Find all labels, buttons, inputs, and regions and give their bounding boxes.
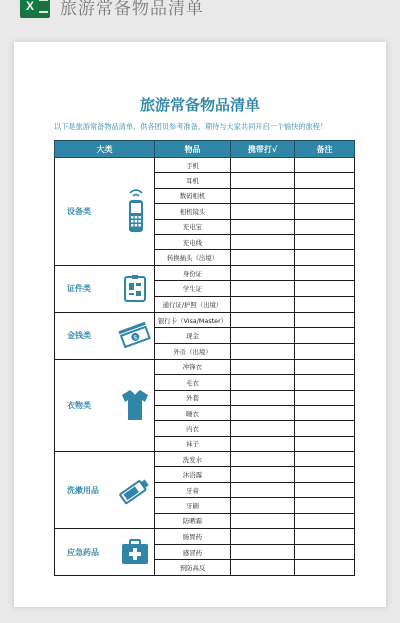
check-cell[interactable] [231, 452, 295, 467]
sheet-paper [14, 42, 386, 607]
note-cell[interactable] [295, 560, 355, 576]
note-cell[interactable] [295, 544, 355, 560]
note-cell[interactable] [295, 297, 355, 313]
check-cell[interactable] [231, 359, 295, 374]
note-cell[interactable] [295, 312, 355, 328]
note-cell[interactable] [295, 173, 355, 188]
check-cell[interactable] [231, 467, 295, 482]
note-cell[interactable] [295, 204, 355, 219]
packing-table [54, 140, 355, 576]
note-cell[interactable] [295, 219, 355, 234]
item-cell[interactable]: 毛衣 [155, 375, 231, 390]
check-cell[interactable] [231, 281, 295, 297]
note-cell[interactable] [295, 281, 355, 297]
item-cell[interactable]: 现金 [155, 328, 231, 344]
note-cell[interactable] [295, 390, 355, 405]
category-label: 金钱类 [67, 331, 91, 341]
id-card-icon [117, 266, 153, 312]
title-bar [0, 0, 400, 20]
category-cell[interactable] [55, 529, 155, 576]
category-cell[interactable] [55, 452, 155, 529]
note-cell[interactable] [295, 344, 355, 360]
check-cell[interactable] [231, 328, 295, 344]
table-row [55, 158, 355, 173]
note-cell[interactable] [295, 513, 355, 528]
check-cell[interactable] [231, 529, 295, 545]
check-cell[interactable] [231, 375, 295, 390]
document-name: 旅游常备物品清单 [60, 0, 204, 19]
item-cell[interactable]: 冲锋衣 [155, 359, 231, 374]
note-cell[interactable] [295, 359, 355, 374]
note-cell[interactable] [295, 436, 355, 451]
check-cell[interactable] [231, 513, 295, 528]
item-cell[interactable]: 数码相机 [155, 188, 231, 203]
item-cell[interactable]: 预防高反 [155, 560, 231, 576]
table-row [55, 452, 355, 467]
table-row [55, 359, 355, 374]
item-cell[interactable]: 牙刷 [155, 498, 231, 513]
toothpaste-icon [117, 467, 153, 513]
item-cell[interactable]: 身份证 [155, 265, 231, 281]
category-label: 洗漱用品 [67, 485, 99, 495]
check-cell[interactable] [231, 344, 295, 360]
table-header-row [55, 141, 355, 158]
check-cell[interactable] [231, 498, 295, 513]
item-cell[interactable]: 感冒药 [155, 544, 231, 560]
check-cell[interactable] [231, 297, 295, 313]
column-header-check: 携带打√ [231, 141, 295, 158]
excel-icon: X [20, 0, 50, 18]
category-label: 应急药品 [67, 547, 99, 557]
item-cell[interactable]: 肠胃药 [155, 529, 231, 545]
category-cell[interactable] [55, 265, 155, 312]
sheet-title: 旅游常备物品清单 [139, 96, 260, 114]
item-cell[interactable]: 洗发水 [155, 452, 231, 467]
table-row [55, 529, 355, 545]
note-cell[interactable] [295, 234, 355, 249]
item-cell[interactable]: 银行卡（Visa/Master） [155, 312, 231, 328]
check-cell[interactable] [231, 219, 295, 234]
item-cell[interactable]: 耳机 [155, 173, 231, 188]
item-cell[interactable]: 手机 [155, 158, 231, 173]
item-cell[interactable]: 外币（出境） [155, 344, 231, 360]
note-cell[interactable] [295, 250, 355, 265]
note-cell[interactable] [295, 452, 355, 467]
note-cell[interactable] [295, 405, 355, 420]
note-cell[interactable] [295, 529, 355, 545]
check-cell[interactable] [231, 390, 295, 405]
sheet-subtitle: 以下是旅游常备物品清单，供各团员参考准备。期待与大家共同开启一个愉快的旅程！ [54, 122, 328, 131]
check-cell[interactable] [231, 204, 295, 219]
note-cell[interactable] [295, 482, 355, 497]
check-cell[interactable] [231, 312, 295, 328]
item-cell[interactable]: 防晒霜 [155, 513, 231, 528]
check-cell[interactable] [231, 436, 295, 451]
check-cell[interactable] [231, 405, 295, 420]
note-cell[interactable] [295, 467, 355, 482]
check-cell[interactable] [231, 265, 295, 281]
svg-text:$: $ [133, 334, 139, 342]
item-cell[interactable]: 相机镜头 [155, 204, 231, 219]
note-cell[interactable] [295, 188, 355, 203]
category-label: 衣物类 [67, 400, 91, 410]
check-cell[interactable] [231, 482, 295, 497]
item-cell[interactable]: 内衣 [155, 421, 231, 436]
column-header-note: 备注 [295, 141, 355, 158]
note-cell[interactable] [295, 265, 355, 281]
item-cell[interactable]: 牙膏 [155, 482, 231, 497]
check-cell[interactable] [231, 544, 295, 560]
table-row [55, 265, 355, 281]
column-header-category: 大类 [55, 141, 155, 158]
item-cell[interactable]: 袜子 [155, 436, 231, 451]
item-cell[interactable]: 沐浴露 [155, 467, 231, 482]
table-row [55, 312, 355, 328]
money-icon [117, 313, 153, 359]
item-cell[interactable]: 充电宝 [155, 219, 231, 234]
check-cell[interactable] [231, 173, 295, 188]
note-cell[interactable] [295, 328, 355, 344]
first-aid-kit-icon [117, 529, 153, 575]
check-cell[interactable] [231, 158, 295, 173]
check-cell[interactable] [231, 234, 295, 249]
category-label: 证件类 [67, 284, 91, 294]
note-cell[interactable] [295, 421, 355, 436]
shirt-icon [117, 382, 153, 428]
item-cell[interactable]: 睡衣 [155, 405, 231, 420]
check-cell[interactable] [231, 560, 295, 576]
category-label: 设备类 [67, 206, 91, 216]
check-cell[interactable] [231, 421, 295, 436]
category-cell[interactable] [55, 359, 155, 451]
check-cell[interactable] [231, 188, 295, 203]
item-cell[interactable]: 学生证 [155, 281, 231, 297]
column-header-item: 物品 [155, 141, 231, 158]
category-cell[interactable] [55, 312, 155, 359]
item-cell[interactable]: 外套 [155, 390, 231, 405]
item-cell[interactable]: 充电线 [155, 234, 231, 249]
item-cell[interactable]: 通行证/护照（出境） [155, 297, 231, 313]
note-cell[interactable] [295, 158, 355, 173]
mobile-phone-icon [117, 188, 153, 234]
check-cell[interactable] [231, 250, 295, 265]
category-cell[interactable] [55, 158, 155, 266]
note-cell[interactable] [295, 498, 355, 513]
item-cell[interactable]: 转换插头（出境） [155, 250, 231, 265]
note-cell[interactable] [295, 375, 355, 390]
